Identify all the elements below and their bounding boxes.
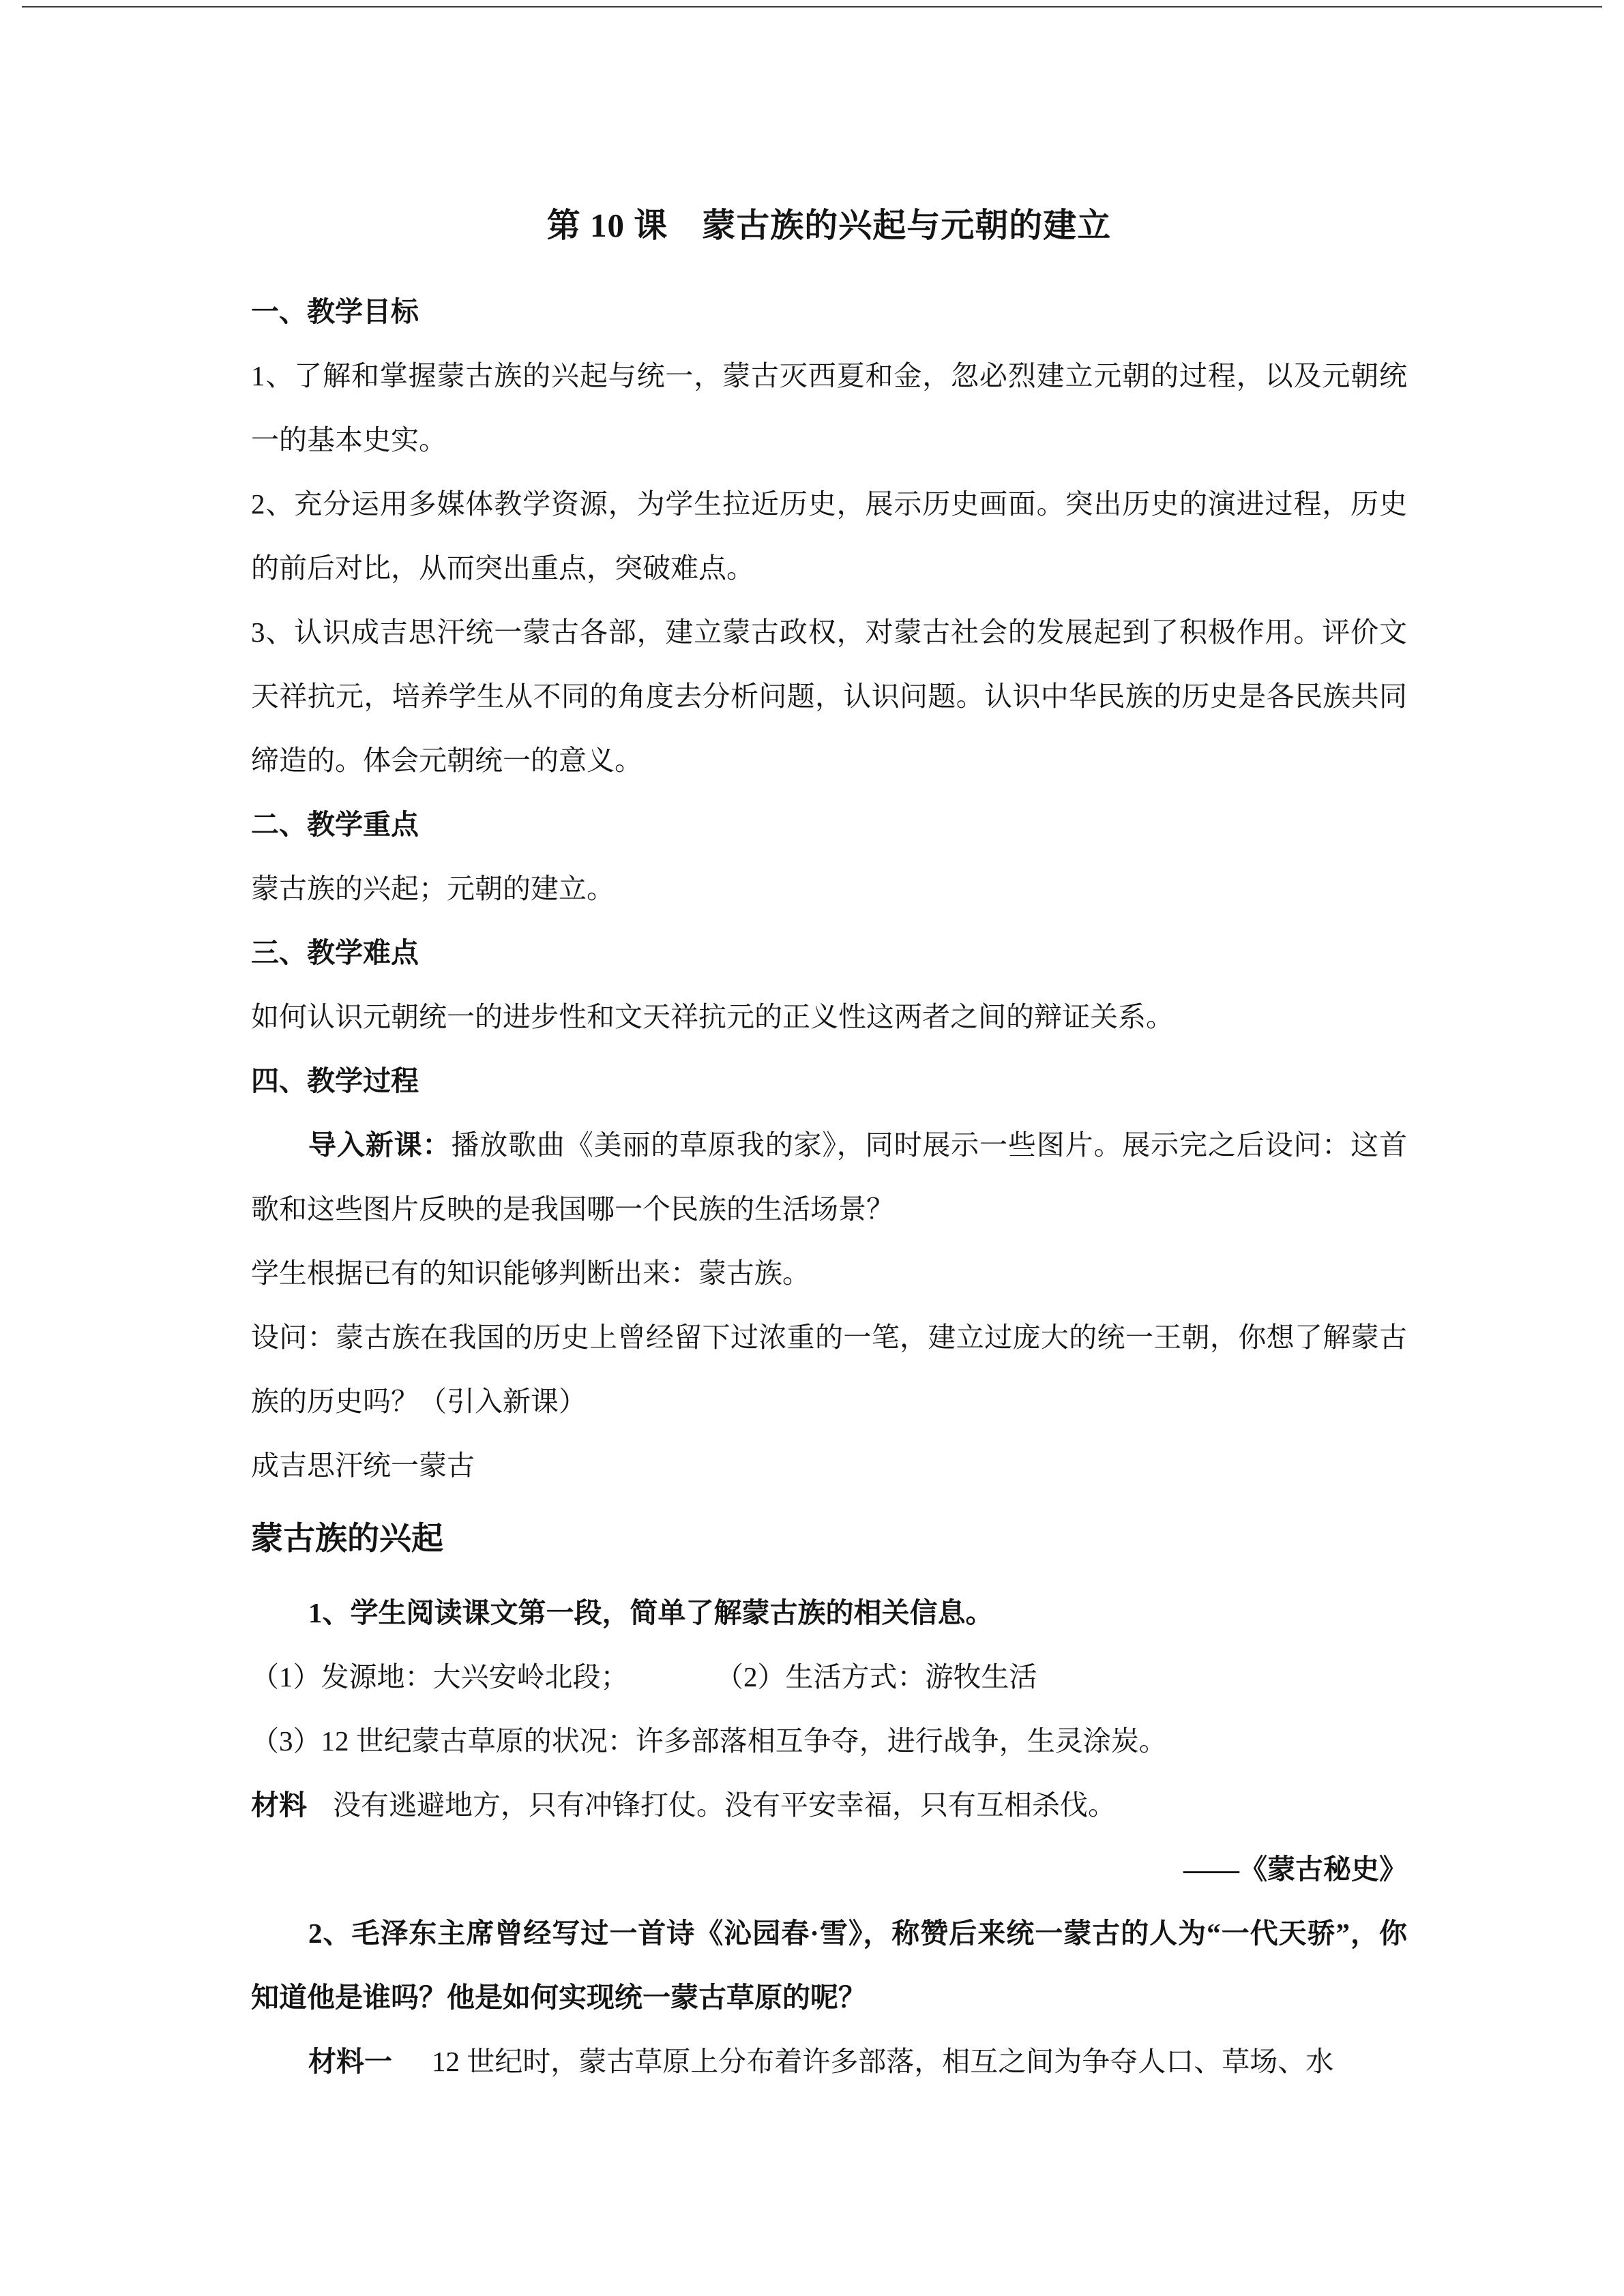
- paragraph-material-1: [251, 2029, 1407, 2093]
- document-title: 第 10 课 蒙古族的兴起与元朝的建立: [546, 207, 1112, 244]
- paragraph-difficulties: 如何认识元朝统一的进步性和文天祥抗元的正义性这两者之间的辩证关系。: [251, 1001, 1174, 1032]
- paragraph-lesson-intro: [251, 1113, 1407, 1241]
- material-lead: 材料: [251, 1789, 307, 1821]
- page-border-line: [22, 6, 1602, 8]
- info-item-lifestyle: （2）生活方式：游牧生活: [729, 1661, 1037, 1693]
- paragraph-material: [251, 1773, 1407, 1837]
- lesson-intro-lead: 导入新课：: [308, 1129, 452, 1161]
- section-heading-rise-of-mongols: 蒙古族的兴起: [251, 1521, 443, 1557]
- material-source-citation: ——《蒙古秘史》: [1183, 1853, 1407, 1885]
- paragraph-goal-1: 1、了解和掌握蒙古族的兴起与统一，蒙古灭西夏和金，忽必烈建立元朝的过程，以及元朝统一的基本史实。: [251, 360, 1407, 456]
- paragraph-info-items: [251, 1645, 1407, 1709]
- paragraph-goal-2: 2、充分运用多媒体教学资源，为学生拉近历史，展示历史画面。突出历史的演进过程，历史的前后对比，从而突出重点，突破难点。: [251, 488, 1407, 584]
- material-1-lead: 材料一: [308, 2046, 392, 2077]
- info-item-origin: （1）发源地：大兴安岭北段；: [251, 1661, 629, 1693]
- material-1-text: 12 世纪时，蒙古草原上分布着许多部落，相互之间为争夺人口、草场、水: [432, 2046, 1334, 2077]
- heading-teaching-difficulties: 三、教学难点: [251, 937, 419, 968]
- paragraph-task-1: 1、学生阅读课文第一段，简单了解蒙古族的相关信息。: [308, 1597, 994, 1628]
- paragraph-students-judge: 学生根据已有的知识能够判断出来：蒙古族。: [251, 1257, 810, 1289]
- lesson-intro-text: 播放歌曲《美丽的草原我的家》，同时展示一些图片。展示完之后设问：这首歌和这些图片反映的是我国哪一个民族的生活场景？: [251, 1129, 1408, 1225]
- paragraph-genghis-unify: 成吉思汗统一蒙古: [251, 1450, 475, 1481]
- paragraph-key-points: 蒙古族的兴起；元朝的建立。: [251, 873, 615, 904]
- paragraph-question: 设问：蒙古族在我国的历史上曾经留下过浓重的一笔，建立过庞大的统一王朝，你想了解蒙古族的历史吗？（引入新课）: [251, 1322, 1407, 1417]
- paragraph-goal-3: 3、认识成吉思汗统一蒙古各部，建立蒙古政权，对蒙古社会的发展起到了积极作用。评价文天祥抗元，培养学生从不同的角度去分析问题，认识问题。认识中华民族的历史是各民族共同缔造的。体会元朝统一的意义。: [251, 616, 1407, 776]
- heading-teaching-key-points: 二、教学重点: [251, 809, 419, 840]
- paragraph-task-2: 2、毛泽东主席曾经写过一首诗《沁园春·雪》，称赞后来统一蒙古的人为“一代天骄”，你知道他是谁吗？他是如何实现统一蒙古草原的呢？: [251, 1918, 1407, 2013]
- heading-teaching-process: 四、教学过程: [251, 1065, 419, 1097]
- heading-teaching-goals: 一、教学目标: [251, 296, 419, 327]
- paragraph-info-item-3: （3）12 世纪蒙古草原的状况：许多部落相互争夺，进行战争，生灵涂炭。: [251, 1725, 1167, 1757]
- material-text: 没有逃避地方，只有冲锋打仗。没有平安幸福，只有互相杀伐。: [333, 1789, 1116, 1821]
